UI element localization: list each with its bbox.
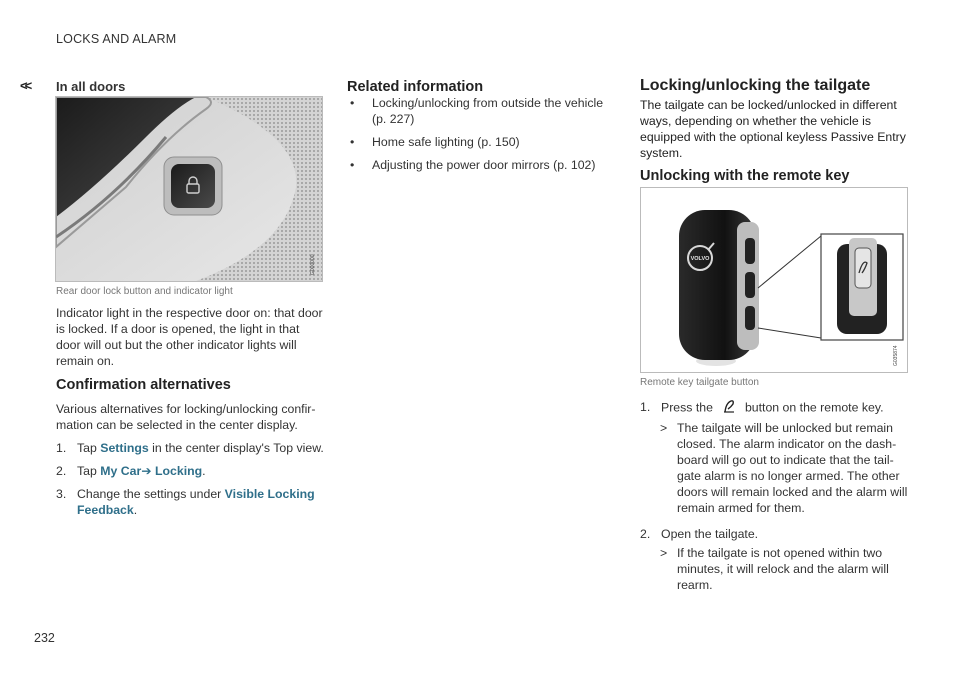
- result-marker: >: [660, 421, 668, 435]
- door-lock-illustration: [56, 97, 322, 281]
- figure-code: G000000: [310, 254, 316, 275]
- menu-path-locking: Locking: [155, 464, 203, 478]
- step-text: button on the remote key.: [744, 400, 884, 415]
- page-number: 232: [34, 631, 55, 645]
- related-link-text: Adjusting the power door mirrors (p. 102): [372, 158, 596, 172]
- related-link[interactable]: [350, 134, 608, 150]
- door-lock-figure: [55, 96, 323, 282]
- bullet: •: [350, 96, 355, 110]
- menu-path-visible-locking: Visible Locking Feedback: [77, 487, 315, 517]
- step-item: [56, 463, 324, 479]
- confirmation-steps: [56, 440, 324, 525]
- tailgate-button-icon: [723, 399, 735, 417]
- menu-path-my-car: My Car: [100, 464, 142, 478]
- section-title-in-all-doors: In all doors: [56, 79, 126, 94]
- bullet: •: [350, 135, 355, 149]
- remote-key-figure: [640, 187, 908, 373]
- key-brand-text: VOLVO: [690, 256, 710, 262]
- step-number: 3.: [56, 487, 67, 501]
- step-result: [640, 420, 910, 516]
- step-text: Tap: [77, 441, 101, 455]
- related-link[interactable]: [350, 157, 608, 173]
- step-text: in the center display's Top view.: [148, 441, 324, 455]
- result-marker: >: [660, 546, 668, 560]
- related-info-title: Related information: [347, 79, 484, 95]
- step-number: 2.: [640, 527, 651, 541]
- menu-path-settings: Settings: [100, 441, 149, 455]
- step-text: .: [133, 503, 138, 517]
- remote-key-illustration: [641, 188, 907, 372]
- related-link-text: Home safe lighting (p. 150): [372, 135, 520, 149]
- step-number: 2.: [56, 464, 67, 478]
- step-number: 1.: [56, 441, 67, 455]
- step-text: Change the settings under: [77, 487, 225, 501]
- tailgate-title: Locking/unlocking the tailgate: [640, 77, 871, 94]
- step-text: Open the tailgate.: [661, 527, 759, 541]
- figure-caption-key: Remote key tailgate button: [640, 377, 759, 388]
- confirmation-title: Confirmation alternatives: [56, 377, 231, 393]
- step-number: 1.: [640, 400, 651, 414]
- result-text: The tailgate will be unlocked but remain closed. The alarm indicator on the dash-board will go out to indicate that the tail-gate alarm is no longer armed. The other doors will remain locked and the alarm will remain armed for them.: [677, 421, 908, 515]
- step-item: [56, 440, 324, 456]
- indicator-paragraph: Indicator light in the respective door on: that door is locked. If a door is opened, the light in that door will out but the other indicator lights will remain on.: [56, 306, 323, 368]
- continued-marker: <<: [20, 78, 30, 93]
- related-link-text: Locking/unlocking from outside the vehicle (p. 227): [372, 96, 604, 126]
- step-text: Tap: [77, 464, 101, 478]
- unlock-remote-title: Unlocking with the remote key: [640, 168, 850, 184]
- step-item: [640, 526, 910, 593]
- running-header: LOCKS AND ALARM: [56, 32, 177, 46]
- step-item: [640, 399, 910, 516]
- arrow-right-icon: ➔: [141, 464, 152, 478]
- figure-caption-door: Rear door lock button and indicator light: [56, 286, 233, 297]
- related-link[interactable]: [350, 95, 608, 127]
- step-text: .: [202, 464, 206, 478]
- bullet: •: [350, 158, 355, 172]
- tailgate-intro: The tailgate can be locked/unlocked in different ways, depending on whether the vehicle is equipped with the optional keyless Passive Entry system.: [640, 98, 906, 160]
- step-result: [640, 545, 910, 593]
- related-info-list: [350, 95, 608, 180]
- tailgate-steps: [640, 399, 910, 600]
- step-text: Press the: [661, 400, 713, 415]
- figure-code: G035874: [893, 345, 899, 366]
- confirmation-paragraph: Various alternatives for locking/unlocking confir-mation can be selected in the center display.: [56, 402, 316, 432]
- result-text: If the tailgate is not opened within two minutes, it will relock and the alarm will rearm.: [677, 546, 889, 592]
- step-item: [56, 486, 324, 518]
